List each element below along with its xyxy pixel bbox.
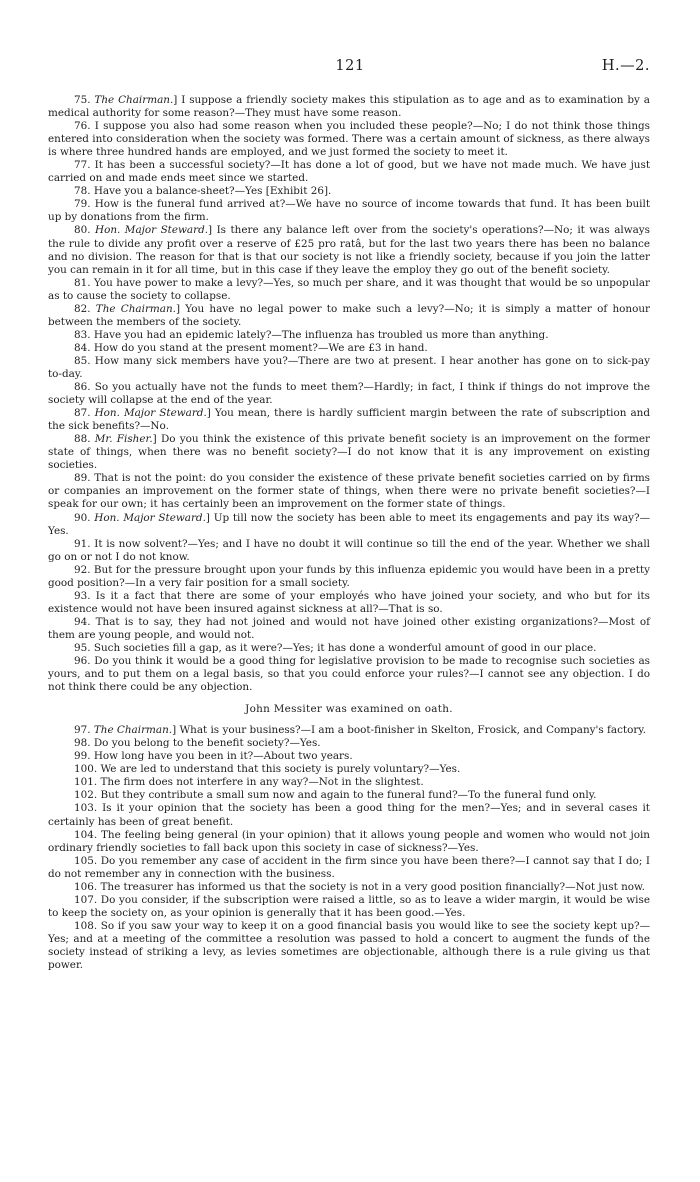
question-text: What is your business?—I am a boot-finisher in Skelton, Frosick, and Company's factory. [176, 724, 647, 737]
question-text: Do you belong to the benefit society?—Yes. [93, 737, 321, 750]
question-number: 93. [74, 589, 96, 602]
question-number: 90. [74, 511, 95, 524]
speaker-bracket: ] [152, 433, 157, 446]
question-paragraph [48, 776, 650, 789]
question-number: 108. [74, 919, 101, 932]
question-paragraph [48, 920, 650, 972]
question-text: That is not the point: do you consider the existence of these private benefit societies carried on by firms or companies an improvement on the former state of things, when there were no private benefit societies?—I speak for our own; it has certainly been an improvement on the former state of things. [48, 472, 651, 511]
question-text: You have no legal power to make such a levy?—No; it is simply a matter of honour between the members of the society. [48, 302, 651, 328]
question-number: 92. [74, 563, 94, 576]
question-text: How many sick members have you?—There are two at present. I hear another has gone on to sick-pay to-day. [48, 354, 651, 380]
speaker-name: Hon. Major Steward. [94, 407, 207, 420]
question-number: 84. [74, 341, 94, 354]
question-text: But they contribute a small sum now and again to the funeral fund?—To the funeral fund only. [100, 789, 597, 802]
question-number: 103. [74, 802, 103, 815]
question-number: 101. [74, 776, 101, 789]
question-number: 87. [74, 407, 95, 420]
question-number: 96. [74, 655, 95, 668]
question-text: The feeling being general (in your opinion) that it allows young people and women who would not join ordinary friendly societies to fall back upon this society in case of sickness?—Yes. [48, 828, 650, 854]
evidence-section-b [48, 724, 650, 972]
question-text: Have you had an epidemic lately?—The influenza has troubled us more than anything. [93, 328, 549, 341]
speaker-name: The Chairman. [93, 724, 173, 737]
question-paragraph [48, 277, 650, 303]
question-number: 80. [74, 224, 96, 237]
page-reference: H.—2. [601, 58, 650, 74]
question-paragraph [48, 894, 650, 920]
speaker-bracket: ] [175, 302, 181, 315]
question-number: 78. [74, 185, 94, 198]
question-number: 76. [74, 120, 95, 133]
question-paragraph [48, 407, 650, 433]
speaker-bracket: ] [173, 94, 178, 106]
speaker-name: Hon. Major Steward. [95, 224, 209, 237]
question-paragraph [48, 802, 650, 828]
question-paragraph [48, 881, 650, 894]
question-number: 81. [74, 276, 94, 289]
question-number: 88. [74, 433, 95, 446]
question-paragraph [48, 342, 650, 355]
question-paragraph [48, 590, 650, 616]
question-text: You mean, there is hardly sufficient margin between the rate of subscription and the sick benefits?—No. [48, 407, 651, 433]
question-text: You have power to make a levy?—Yes, so much per share, and it was thought that would be so unpopular as to cause the society to collapse. [48, 276, 651, 302]
question-number: 77. [74, 159, 95, 172]
question-number: 82. [74, 302, 96, 315]
question-text: Do you consider, if the subscription were raised a little, so as to leave a wider margin, it would be wise to keep the society on, as your opinion is generally that it has been good.—Yes. [48, 893, 650, 919]
question-paragraph [48, 472, 650, 511]
question-text: The firm does not interfere in any way?—Not in the slightest. [100, 776, 424, 789]
speaker-name: The Chairman. [94, 94, 174, 106]
question-paragraph [48, 198, 650, 224]
question-text: But for the pressure brought upon your funds by this influenza epidemic you would have been in a pretty good position?—In a very fair position for a small society. [48, 563, 651, 589]
question-number: 83. [74, 328, 94, 341]
question-paragraph [48, 763, 650, 776]
question-number: 75. [74, 94, 95, 106]
question-text: It is now solvent?—Yes; and I have no doubt it will continue so till the end of the year. Whether we shall go on or not I do not know. [48, 537, 650, 563]
question-text: We are led to understand that this society is purely voluntary?—Yes. [100, 763, 461, 776]
question-text: The treasurer has informed us that the society is not in a very good position financially?—Not just now. [100, 880, 645, 893]
question-text: Up till now the society has been able to meet its engagements and pay its way?—Yes. [48, 511, 650, 537]
question-paragraph [48, 433, 650, 472]
question-paragraph [48, 855, 650, 881]
question-number: 104. [74, 828, 101, 841]
question-paragraph [48, 159, 650, 185]
question-text: I suppose a friendly society makes this stipulation as to age and as to examination by a medical authority for some reason?—They must have some reason. [48, 94, 650, 120]
question-paragraph [48, 616, 650, 642]
question-number: 102. [74, 789, 101, 802]
question-number: 79. [74, 198, 95, 211]
page-number: 121 [335, 58, 365, 74]
witness-heading: John Messiter was examined on oath. [245, 703, 453, 716]
speaker-name: Mr. Fisher. [94, 433, 153, 446]
question-text: How do you stand at the present moment?—We are £3 in hand. [93, 341, 428, 354]
question-paragraph [48, 303, 650, 329]
question-text: Is it your opinion that the society has been a good thing for the men?—Yes; and in several cases it certainly has been of great benefit. [48, 802, 650, 828]
question-paragraph [48, 564, 650, 590]
question-number: 100. [74, 763, 101, 776]
question-number: 98. [74, 737, 94, 750]
question-number: 105. [74, 854, 101, 867]
speaker-name: Hon. Major Steward. [94, 511, 206, 524]
question-paragraph [48, 120, 650, 159]
question-number: 85. [74, 354, 95, 367]
question-text: How is the funeral fund arrived at?—We have no source of income towards that fund. It has been built up by donations from the firm. [48, 198, 651, 224]
question-text: Is it a fact that there are some of your employés who have joined your society, and who but for its existence would not have been insured against sickness at all?—That is so. [48, 589, 651, 615]
question-paragraph [48, 829, 650, 855]
question-paragraph [48, 655, 650, 694]
question-text: I suppose you also had some reason when you included these people?—No; I do not think those things entered into consideration when the society was formed. There was a certain amount of sickness, as there always is where three hundred hands are employed, and we just formed the society to meet it. [48, 120, 651, 159]
question-text: So you actually have not the funds to meet them?—Hardly; in fact, I think if things do not improve the society will collapse at the end of the year. [48, 381, 650, 407]
question-paragraph [48, 538, 650, 564]
question-paragraph [48, 724, 650, 737]
speaker-bracket: ] [205, 511, 210, 524]
question-number: 94. [74, 615, 96, 628]
speaker-name: The Chairman. [95, 302, 176, 315]
speaker-bracket: ] [206, 407, 211, 420]
question-paragraph [48, 789, 650, 802]
question-text: It has been a successful society?—It has done a lot of good, but we have not made much. We have just carried on and made ends meet since we started. [48, 159, 651, 185]
question-number: 86. [74, 381, 95, 394]
question-paragraph [48, 381, 650, 407]
evidence-section-a [48, 94, 650, 694]
speaker-bracket: ] [172, 724, 177, 737]
question-text: That is to say, they had not joined and would not have joined other existing organizations?—Most of them are young people, and would not. [48, 615, 650, 641]
question-paragraph [48, 329, 650, 342]
question-number: 106. [74, 880, 101, 893]
question-paragraph [48, 185, 650, 198]
question-number: 89. [74, 472, 95, 485]
question-number: 97. [74, 724, 94, 737]
question-number: 91. [74, 537, 95, 550]
question-number: 99. [74, 750, 94, 763]
page-body [48, 94, 650, 972]
question-text: Such societies fill a gap, as it were?—Yes; it has done a wonderful amount of good in our place. [93, 641, 597, 654]
question-text: Do you think it would be a good thing for legislative provision to be made to recognise such societies as yours, and to put them on a legal basis, so that you could enforce your rules?—I cannot see any objection. I do not think there could be any objection. [48, 655, 651, 694]
question-text: Do you remember any case of accident in the firm since you have been there?—I cannot say that I do; I do not remember any in connection with the business. [48, 854, 650, 880]
question-paragraph [48, 94, 650, 120]
question-text: Is there any balance left over from the society's operations?—No; it was always the rule to divide any profit over a reserve of £25 pro ratâ, but for the last two years there has been no balance and no division. The reason for that is that our society is not like a friendly society, because if you join the latter you can remain in it for all time, but in this case if they leave the employ they go out of the benefit society. [48, 224, 651, 276]
question-number: 107. [74, 893, 101, 906]
question-paragraph [48, 737, 650, 750]
question-text: Do you think the existence of this private benefit society is an improvement on the former state of things, when there was no benefit society?—I do not know that it is any improvement on existing societies. [48, 433, 651, 472]
question-text: How long have you been in it?—About two years. [93, 750, 353, 763]
question-paragraph [48, 355, 650, 381]
question-number: 95. [74, 641, 94, 654]
question-paragraph [48, 512, 650, 538]
speaker-bracket: ] [208, 224, 213, 237]
question-paragraph [48, 750, 650, 763]
question-paragraph [48, 642, 650, 655]
question-text: Have you a balance-sheet?—Yes [Exhibit 26]. [93, 185, 332, 198]
question-paragraph [48, 224, 650, 276]
question-text: So if you saw your way to keep it on a good financial basis you would like to see the society kept up?—Yes; and at a meeting of the committee a resolution was passed to hold a concert to augment the funds of the society instead of striking a levy, as levies sometimes are objectionable, although there is a rule giving us that power. [48, 919, 650, 972]
